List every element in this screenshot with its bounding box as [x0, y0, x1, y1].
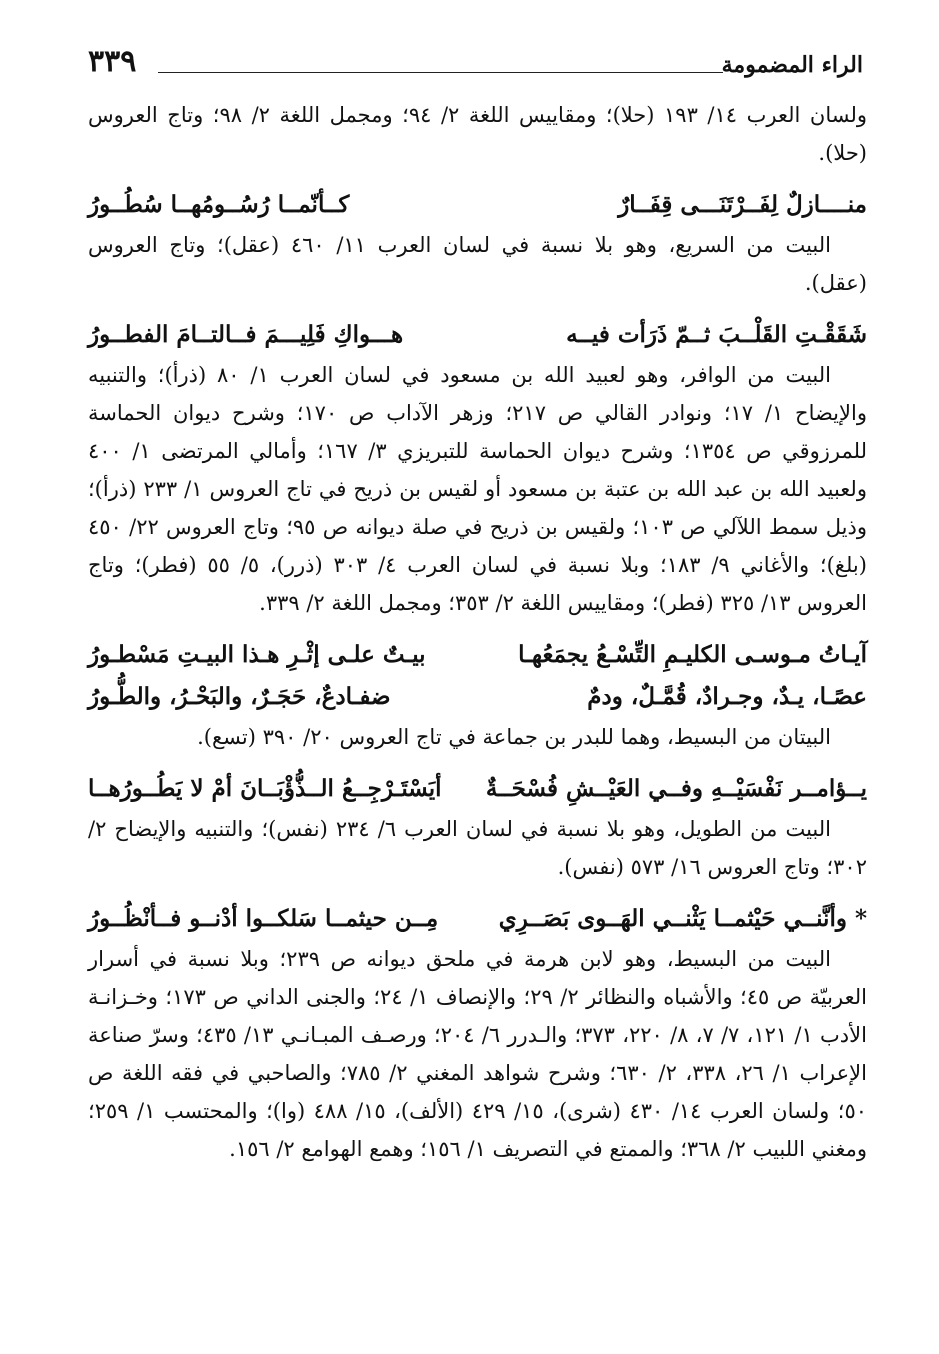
- verse-first-hemistich: شَقَقْـتِ القَلْــبَ ثــمّ ذَرَأت فيــه: [566, 321, 867, 348]
- verse-second-hemistich: أيَسْتَـرْجِــعُ الــذُّؤْبَــانَ أمْ لا يَطُــورُهــا: [88, 775, 442, 802]
- verse-first-hemistich: * وأنَّنــي حَيْثمــا يَثْنــي الهَــوى بَصَــرِي: [498, 905, 867, 932]
- verse-second-hemistich: هـــواكِ فَلِيـــمَ فــالتــامَ الفطــورُ: [88, 321, 404, 348]
- verse-commentary: البيتان من البسيط، وهما للبدر بن جماعة في تاج العروس ٢٠/ ٣٩٠ (تسع).: [197, 725, 831, 749]
- verse-commentary: البيت من الطويل، وهو بلا نسبة في لسان العرب ٦/ ٢٣٤ (نفس)؛ والتنبيه والإيضاح ٢/ ٣٠٢؛ وتاج العروس ١٦/ ٥٧٣ (نفس).: [88, 817, 867, 879]
- verse-line: [88, 898, 867, 940]
- verse-line: [88, 768, 867, 810]
- verse-second-hemistich: مِــن حيثمــا سَلكــوا أدْنــو فــأنْظُــورُ: [88, 905, 439, 932]
- page-body: [88, 96, 867, 1168]
- verse-second-hemistich: كــأنّمــا رُسُــومُهــا سُطُــورُ: [88, 191, 350, 218]
- citation-note: ولسان العرب ١٤/ ١٩٣ (حلا)؛ ومقاييس اللغة ٢/ ٩٤؛ ومجمل اللغة ٢/ ٩٨؛ وتاج العروس (حلا).: [88, 103, 867, 165]
- page-number: ٣٣٩: [88, 44, 137, 79]
- verse-commentary: البيت من السريع، وهو بلا نسبة في لسان العرب ١١/ ٤٦٠ (عقل)؛ وتاج العروس (عقل).: [88, 233, 867, 295]
- verse-commentary: البيت من البسيط، وهو لابن هرمة في ملحق ديوانه ص ٢٣٩؛ وبلا نسبة في أسرار العربيّة ص ٤٥؛ والأشباه والنظائر ٢/ ٢٩؛ والإنصاف ١/ ٢٤؛ والجنى الداني ص ١٧٣؛ وخـزانـة الأدب ١/ ١٢١، ٧/ ٧، ٨/ ٢٢٠، ٣٧٣؛ والـدرر ٦/ ٢٠٤؛ ورصـف المبـانـي ١٣/ ٤٣٥؛ وسرّ صناعة الإعراب ١/ ٢٦، ٣٣٨، ٢/ ٦٣٠؛ وشرح شواهد المغني ٢/ ٧٨٥؛ والصاحبي في فقه اللغة ص ٥٠؛ ولسان العرب ١٤/ ٤٣٠ (شرى)، ١٥/ ٤٢٩ (الألف)، ١٥/ ٤٨٨ (وا)؛ والمحتسب ١/ ٢٥٩؛ ومغني اللبيب ٢/ ٣٦٨؛ والممتع في التصريف ١/ ١٥٦؛ وهمع الهوامع ٢/ ١٥٦.: [88, 947, 867, 1161]
- verse-first-hemistich: عصًـا، يـدٌ، وجـرادٌ، قُمَّـلٌ، ودمٌ: [587, 683, 867, 710]
- page-header: [88, 42, 863, 82]
- verse-line: [88, 314, 867, 356]
- verse-second-hemistich: ضفـادعٌ، حَجَـرٌ، والبَحْـرُ، والطُّـورُ: [88, 683, 391, 710]
- verse-commentary: البيت من الوافر، وهو لعبيد الله بن مسعود في لسان العرب ١/ ٨٠ (ذرأ)؛ والتنبيه والإيضاح ١/ ١٧؛ ونوادر القالي ص ٢١٧؛ وزهر الآداب ص ١٧٠؛ وشرح ديوان الحماسة للمرزوقي ص ١٣٥٤؛ وشرح ديوان الحماسة للتبريزي ٣/ ١٦٧؛ وأمالي المرتضى ١/ ٤٠٠ ولعبيد الله بن عبد الله بن عتبة بن مسعود أو لقيس بن ذريح في تاج العروس ١/ ٢٣٣ (ذرأ)؛ وذيل سمط اللآلي ص ١٠٣؛ ولقيس بن ذريح في صلة ديوانه ص ٩٥؛ وتاج العروس ٢٢/ ٤٥٠ (بلغ)؛ والأغاني ٩/ ١٨٣؛ وبلا نسبة في لسان العرب ٤/ ٣٠٣ (ذرر)، ٥/ ٥٥ (فطر)؛ وتاج العروس ١٣/ ٣٢٥ (فطر)؛ ومقاييس اللغة ٢/ ٣٥٣؛ ومجمل اللغة ٢/ ٣٣٩.: [88, 363, 867, 615]
- running-title: الراء المضمومة: [721, 52, 863, 78]
- verse-first-hemistich: آيـاتُ مـوسـى الكليـمِ التِّسْـعُ يجمَعُهـا: [518, 641, 867, 668]
- verse-second-hemistich: بيـتٌ علـى إثْـرِ هـذا البيـتِ مَسْطـورُ: [88, 641, 426, 668]
- verse-line: [88, 184, 867, 226]
- verse-line: [88, 676, 867, 718]
- header-rule: [158, 72, 723, 73]
- verse-first-hemistich: منــــازلٌ لِفَــرْتَنَـــى قِفَــارٌ: [618, 191, 867, 218]
- verse-line: [88, 634, 867, 676]
- verse-first-hemistich: يــؤامــر نَفْسَيْــهِ وفــي العَيْــشِ فُسْحَــةٌ: [485, 775, 867, 802]
